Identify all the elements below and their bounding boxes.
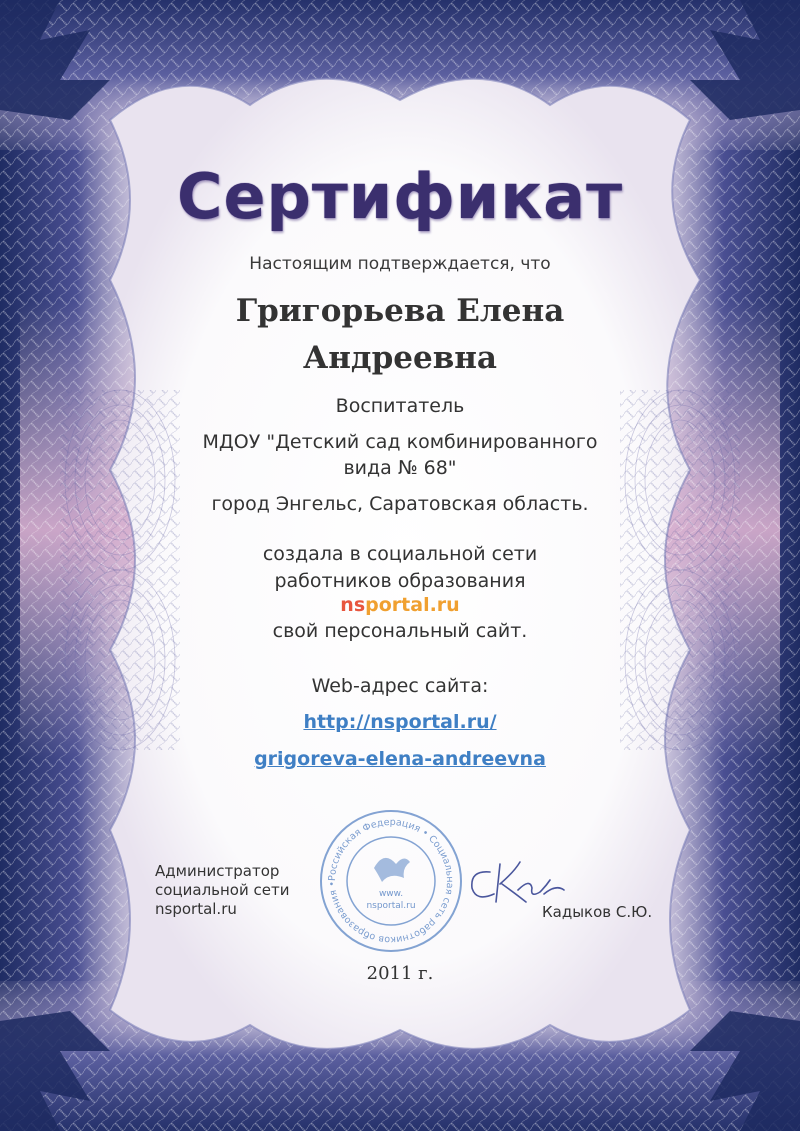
- stamp-center-text1: www.: [378, 889, 404, 899]
- admin-line1: Администратор: [155, 862, 280, 880]
- admin-line3: nsportal.ru: [155, 900, 237, 918]
- stamp-ring-text: Российская Федерация • Социальная сеть работников образования •: [326, 816, 456, 946]
- signer-name: Кадыков С.Ю.: [542, 903, 653, 921]
- svg-text:Российская Федерация • Социаль: [327, 817, 455, 945]
- site-url-line1[interactable]: http://nsportal.ru/: [303, 711, 497, 733]
- round-stamp: [318, 808, 464, 954]
- intro-text: Настоящим подтверждается, что: [249, 254, 551, 274]
- administrator-block: [155, 862, 289, 919]
- organization-line2: вида № 68": [343, 457, 457, 479]
- city-text: город Энгельс, Саратовская область.: [211, 493, 589, 515]
- recipient-name-line1: Григорьева Елена: [235, 293, 565, 329]
- portal-name: [0, 594, 800, 616]
- handwritten-signature: [460, 850, 570, 910]
- certificate-title: Сертификат: [176, 160, 624, 233]
- stamp-emblem-icon: [374, 858, 410, 882]
- organization-line1: МДОУ "Детский сад комбинированного: [202, 431, 598, 453]
- portal-name-part2: portal.ru: [365, 594, 460, 616]
- portal-name-part1: ns: [340, 594, 366, 616]
- issue-year: 2011 г.: [366, 963, 434, 984]
- action-line2: работников образования: [274, 570, 526, 592]
- action-line3: свой персональный сайт.: [272, 620, 528, 642]
- recipient-position: Воспитатель: [335, 395, 465, 417]
- recipient-name-line2: Андреевна: [302, 340, 498, 376]
- web-address-label: Web-адрес сайта:: [311, 675, 489, 697]
- admin-line2: социальной сети: [155, 881, 290, 899]
- action-line1: создала в социальной сети: [262, 543, 538, 565]
- stamp-center-text2: nsportal.ru: [366, 901, 416, 911]
- site-url-line2[interactable]: grigoreva-elena-andreevna: [254, 748, 546, 770]
